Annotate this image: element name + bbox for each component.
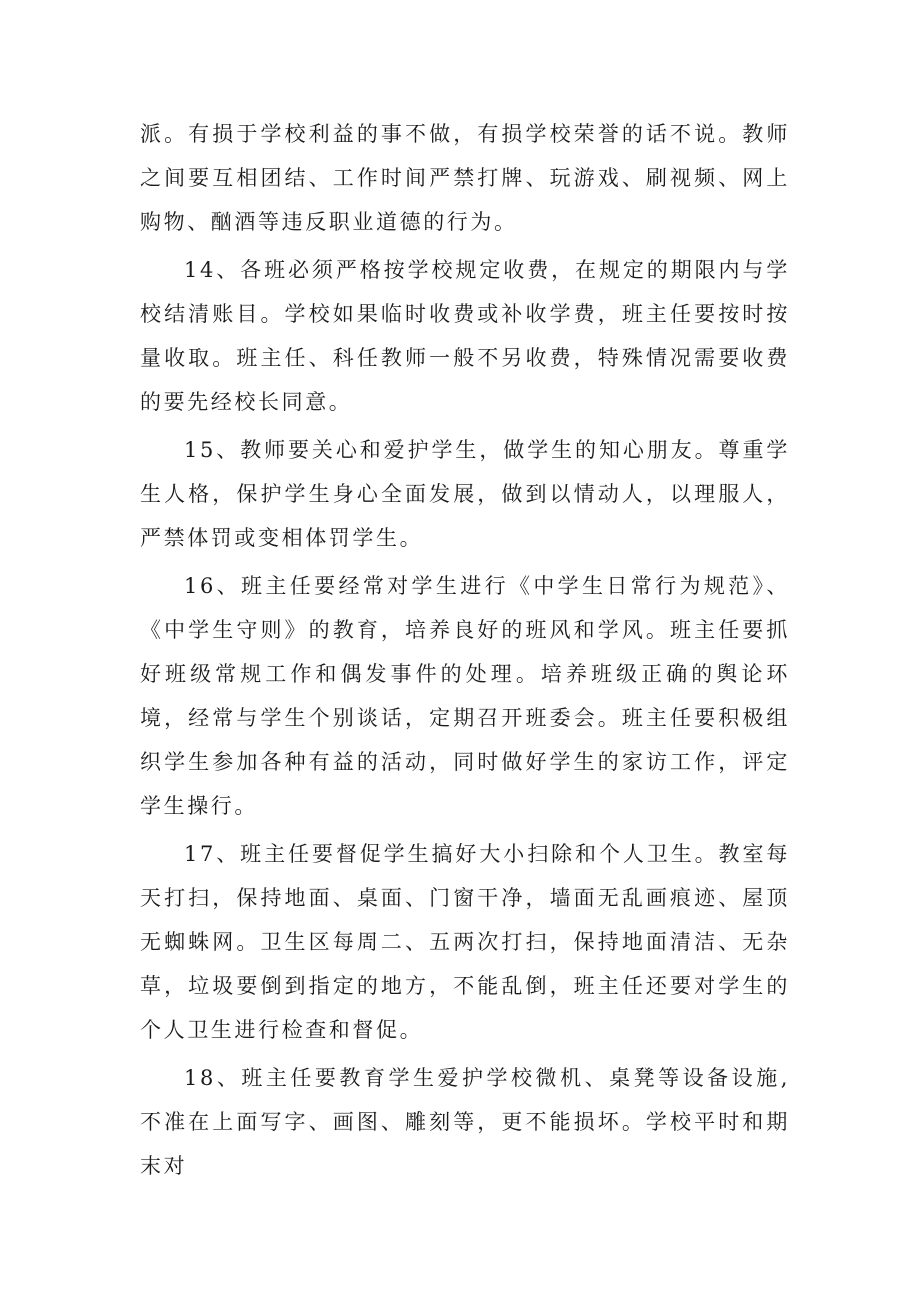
paragraph-18: 18、班主任要教育学生爱护学校微机、桌凳等设备设施,不准在上面写字、画图、雕刻等，更不能损坏。学校平时和期末对 — [140, 1066, 790, 1178]
paragraph-17: 17、班主任要督促学生搞好大小扫除和个人卫生。教室每天打扫，保持地面、桌面、门窗干净，墙面无乱画痕迹、屋顶无蜘蛛网。卫生区每周二、五两次打扫，保持地面清洁、无杂草，垃圾要倒到指定的地方，不能乱倒，班主任还要对学生的个人卫生进行检查和督促。 — [140, 842, 790, 1042]
paragraph-13-continuation: 派。有损于学校利益的事不做，有损学校荣誉的话不说。教师之间要互相团结、工作时间严禁打牌、玩游戏、刷视频、网上购物、酗酒等违反职业道德的行为。 — [140, 122, 790, 234]
document-body — [140, 112, 790, 1188]
paragraph-15: 15、教师要关心和爱护学生，做学生的知心朋友。尊重学生人格，保护学生身心全面发展，做到以情动人，以理服人，严禁体罚或变相体罚学生。 — [140, 438, 790, 550]
paragraph-16: 16、班主任要经常对学生进行《中学生日常行为规范》、《中学生守则》的教育，培养良好的班风和学风。班主任要抓好班级常规工作和偶发事件的处理。培养班级正确的舆论环境，经常与学生个别谈话，定期召开班委会。班主任要积极组织学生参加各种有益的活动，同时做好学生的家访工作，评定学生操行。 — [140, 574, 790, 818]
paragraph-14: 14、各班必须严格按学校规定收费，在规定的期限内与学校结清账目。学校如果临时收费或补收学费，班主任要按时按量收取。班主任、科任教师一般不另收费，特殊情况需要收费的要先经校长同意。 — [140, 258, 790, 414]
